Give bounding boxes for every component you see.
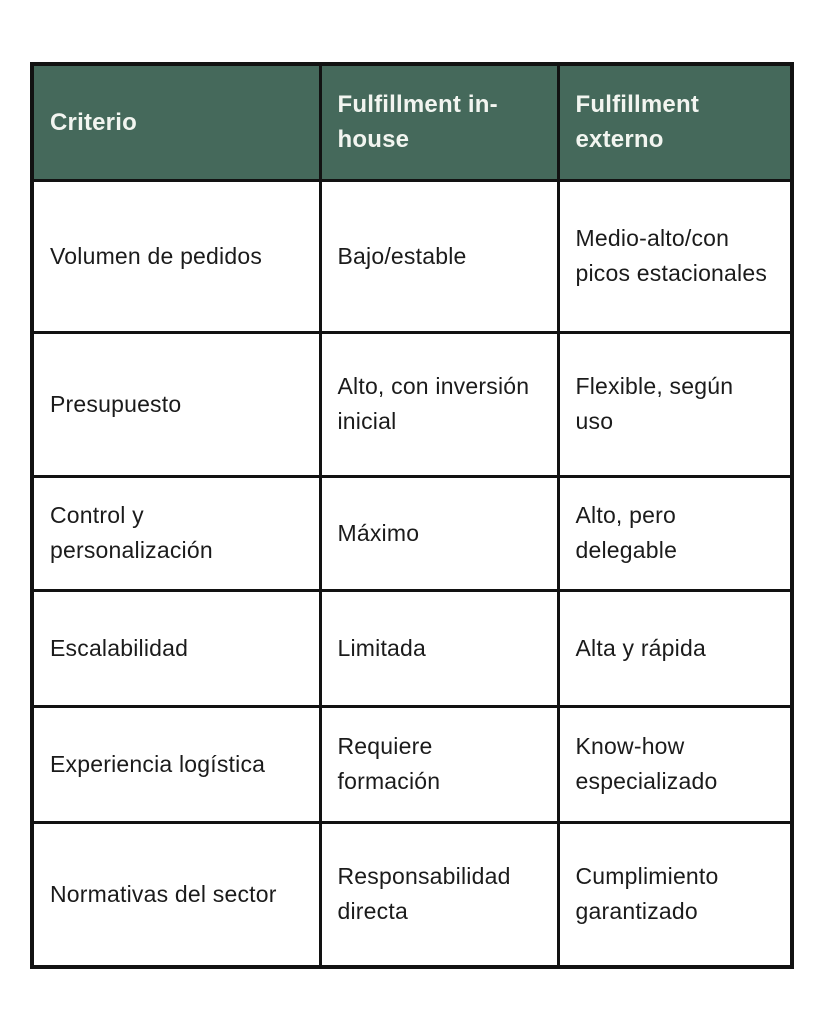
cell-in-house: Requiere formación [320,706,558,822]
fulfillment-comparison-table [30,62,794,969]
table-row-presupuesto [32,332,792,476]
column-header-fulfillment-externo: Fulfillment externo [558,64,792,180]
cell-in-house: Responsabilidad directa [320,822,558,967]
cell-externo: Cumplimiento garantizado [558,822,792,967]
cell-criterio: Experiencia logística [32,706,320,822]
cell-externo: Alto, pero delegable [558,476,792,590]
table-header [32,64,792,180]
column-header-criterio: Criterio [32,64,320,180]
cell-in-house: Limitada [320,590,558,706]
cell-externo: Medio-alto/con picos estacionales [558,180,792,332]
column-header-fulfillment-in-house: Fulfillment in-house [320,64,558,180]
cell-criterio: Volumen de pedidos [32,180,320,332]
cell-externo: Know-how especializado [558,706,792,822]
cell-criterio: Normativas del sector [32,822,320,967]
table-row-volumen-de-pedidos [32,180,792,332]
table-row-escalabilidad [32,590,792,706]
cell-in-house: Alto, con inversión inicial [320,332,558,476]
table-body [32,180,792,967]
table-row-control-y-personalizacion [32,476,792,590]
cell-externo: Alta y rápida [558,590,792,706]
cell-externo: Flexible, según uso [558,332,792,476]
cell-criterio: Presupuesto [32,332,320,476]
cell-criterio: Control y personalización [32,476,320,590]
cell-criterio: Escalabilidad [32,590,320,706]
table-row-normativas-del-sector [32,822,792,967]
header-row [32,64,792,180]
cell-in-house: Máximo [320,476,558,590]
cell-in-house: Bajo/estable [320,180,558,332]
table-row-experiencia-logistica [32,706,792,822]
